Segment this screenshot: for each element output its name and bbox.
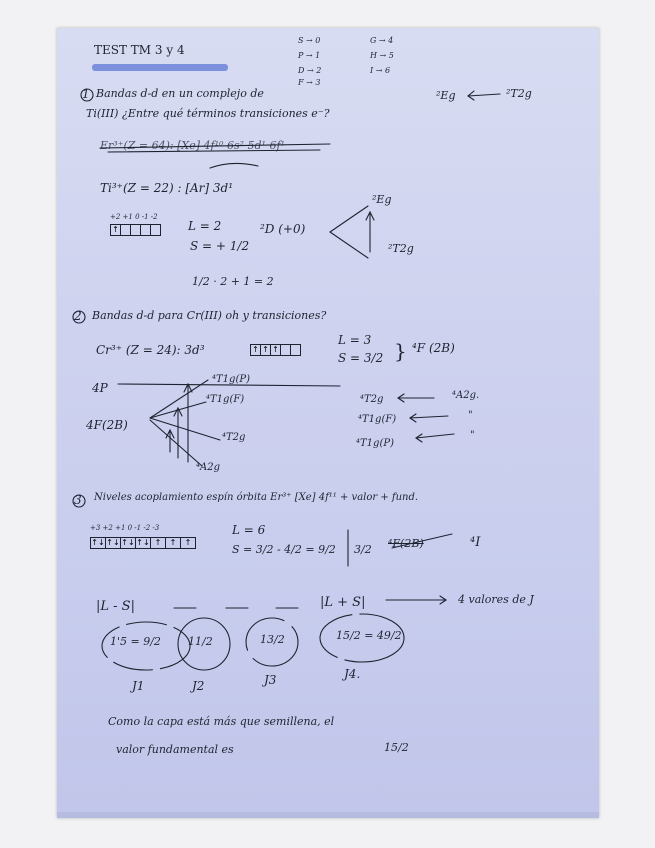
q1-split-lower xyxy=(330,232,368,258)
q3-box-7: ↑ xyxy=(184,538,192,547)
q1-box-1: ↑ xyxy=(111,225,121,235)
q3-j2-circle xyxy=(178,618,230,670)
q1-side-t2g: ²T2g xyxy=(506,87,532,100)
code-i: I → 6 xyxy=(370,66,391,75)
q3-ml-values: +3 +2 +1 0 -1 -2 -3 xyxy=(90,524,160,532)
q3-box-5: ↑ xyxy=(151,538,166,548)
q3-range-note: 4 valores de J xyxy=(458,593,534,606)
q3-S: S = 3/2 - 4/2 = 9/2 xyxy=(232,543,336,556)
q3-box-4: ↑↓ xyxy=(136,538,150,547)
q3-j1-label: J1 xyxy=(132,679,145,693)
q2-level-4a2g: ⁴A2g xyxy=(196,462,220,473)
q2-cr-config: Cr³⁺ (Z = 24): 3d³ xyxy=(96,343,205,357)
q3-j4-label: J4. xyxy=(344,667,361,681)
q3-j1-circle xyxy=(102,622,190,670)
q1-term: ²D (+0) xyxy=(260,222,306,236)
q2-trans-2-from: ⁴T1g(F) xyxy=(358,414,397,425)
q1-ti-config: Ti³⁺(Z = 22) : [Ar] 3d¹ xyxy=(100,181,234,195)
q2-level-4f: 4F(2B) xyxy=(86,418,128,432)
test-title: TEST TM 3 y 4 xyxy=(94,43,185,57)
q3-box-3: ↑↓ xyxy=(121,538,135,547)
q3-S-side: 3/2 xyxy=(354,543,372,556)
q2-line-a2g xyxy=(150,420,202,466)
q3-j3-label: J3 xyxy=(264,673,277,687)
q3-conclusion-1: Como la capa está más que semillena, el xyxy=(108,715,335,728)
q3-conclusion-2: valor fundamental es xyxy=(116,743,234,756)
q1-upper-state: ²Eg xyxy=(372,193,392,206)
q3-j2-label: J2 xyxy=(192,679,205,693)
code-f: F → 3 xyxy=(298,78,321,87)
q3-term-strike xyxy=(392,534,452,548)
q2-line-t1g-p xyxy=(150,380,208,418)
q3-j3-value: 13/2 xyxy=(260,633,285,646)
q3-box-1: ↑↓ xyxy=(91,538,105,547)
q3-conclusion-value: 15/2 xyxy=(384,741,409,754)
q3-term: ⁴I xyxy=(470,535,481,550)
q2-term: ⁴F (2B) xyxy=(412,341,455,355)
code-d: D → 2 xyxy=(298,66,322,75)
q3-number: 3 xyxy=(74,493,82,507)
q2-number: 2 xyxy=(74,309,82,323)
code-h: H → 5 xyxy=(370,51,394,60)
code-p: P → 1 xyxy=(298,51,321,60)
q3-range-left: |L - S| xyxy=(96,599,135,614)
q1-ml-values: +2 +1 0 -1 -2 xyxy=(110,213,158,221)
q2-line-4p xyxy=(118,384,340,386)
q2-trans-3-to: " xyxy=(470,430,475,441)
q1-number-circle xyxy=(81,89,93,101)
q1-L: L = 2 xyxy=(188,219,222,233)
q2-trans-arrow-2 xyxy=(410,416,448,418)
q1-strike-line-1 xyxy=(100,144,330,148)
q1-side-arrow xyxy=(468,94,500,96)
q3-struck-term: ⁴F(2B) xyxy=(388,537,424,550)
q1-lower-state: ²T2g xyxy=(388,242,414,255)
q3-number-circle xyxy=(73,495,85,507)
q1-split-upper xyxy=(330,206,368,232)
q3-range-right: |L + S| xyxy=(320,595,366,610)
q2-level-4t1g-p: ⁴T1g(P) xyxy=(212,374,250,385)
q2-trans-2-to: " xyxy=(468,410,473,421)
q2-L: L = 3 xyxy=(338,333,372,347)
code-g: G → 4 xyxy=(370,36,394,45)
q3-j4-circle xyxy=(320,614,404,662)
q2-line: Bandas d-d para Cr(III) oh y transiciones? xyxy=(92,309,327,322)
q3-j1-value: 1'5 = 9/2 xyxy=(110,635,161,648)
q1-side-eg: ²Eg xyxy=(436,89,456,102)
q1-line1: Bandas d-d en un complejo de xyxy=(96,87,264,100)
q3-box-2: ↑↓ xyxy=(106,538,120,547)
q2-trans-1-from: ⁴T2g xyxy=(360,394,384,405)
q2-brace: } xyxy=(394,339,407,363)
q1-strike-curve xyxy=(210,163,258,168)
q3-j3-circle xyxy=(246,618,298,666)
q2-box-1: ↑ xyxy=(251,345,261,355)
q2-S: S = 3/2 xyxy=(338,351,384,365)
q3-box-6: ↑ xyxy=(166,538,181,548)
q1-multiplicity: 1/2 · 2 + 1 = 2 xyxy=(192,275,274,288)
q2-level-4t2g: ⁴T2g xyxy=(222,432,246,443)
q2-trans-3-from: ⁴T1g(P) xyxy=(356,438,394,449)
q3-j4-value: 15/2 = 49/2 xyxy=(336,629,402,642)
q1-S: S = + 1/2 xyxy=(190,239,250,253)
q1-strike-line-2 xyxy=(108,150,320,152)
q3-j2-value: 11/2 xyxy=(188,635,213,648)
q3-L: L = 6 xyxy=(232,523,266,537)
q2-number-circle xyxy=(73,311,85,323)
q1-struck-config: Er³⁺(Z = 64): [Xe] 4f¹⁰ 6s² 5d¹ 6f¹ xyxy=(100,139,285,152)
code-s: S → 0 xyxy=(298,36,321,45)
q2-box-3: ↑ xyxy=(271,345,281,355)
q1-line2: Ti(III) ¿Entre qué términos transiciones e⁻? xyxy=(86,107,330,120)
q2-level-4p: 4P xyxy=(92,381,108,395)
q1-number: 1 xyxy=(82,87,90,101)
q2-level-4t1g-f: ⁴T1g(F) xyxy=(206,394,245,405)
q3-line: Niveles acoplamiento espín órbita Er³⁺ [Xe] 4f¹¹ + valor + fund. xyxy=(94,492,419,503)
q2-box-2: ↑ xyxy=(261,345,271,355)
q2-trans-1-to: ⁴A2g. xyxy=(452,390,480,401)
